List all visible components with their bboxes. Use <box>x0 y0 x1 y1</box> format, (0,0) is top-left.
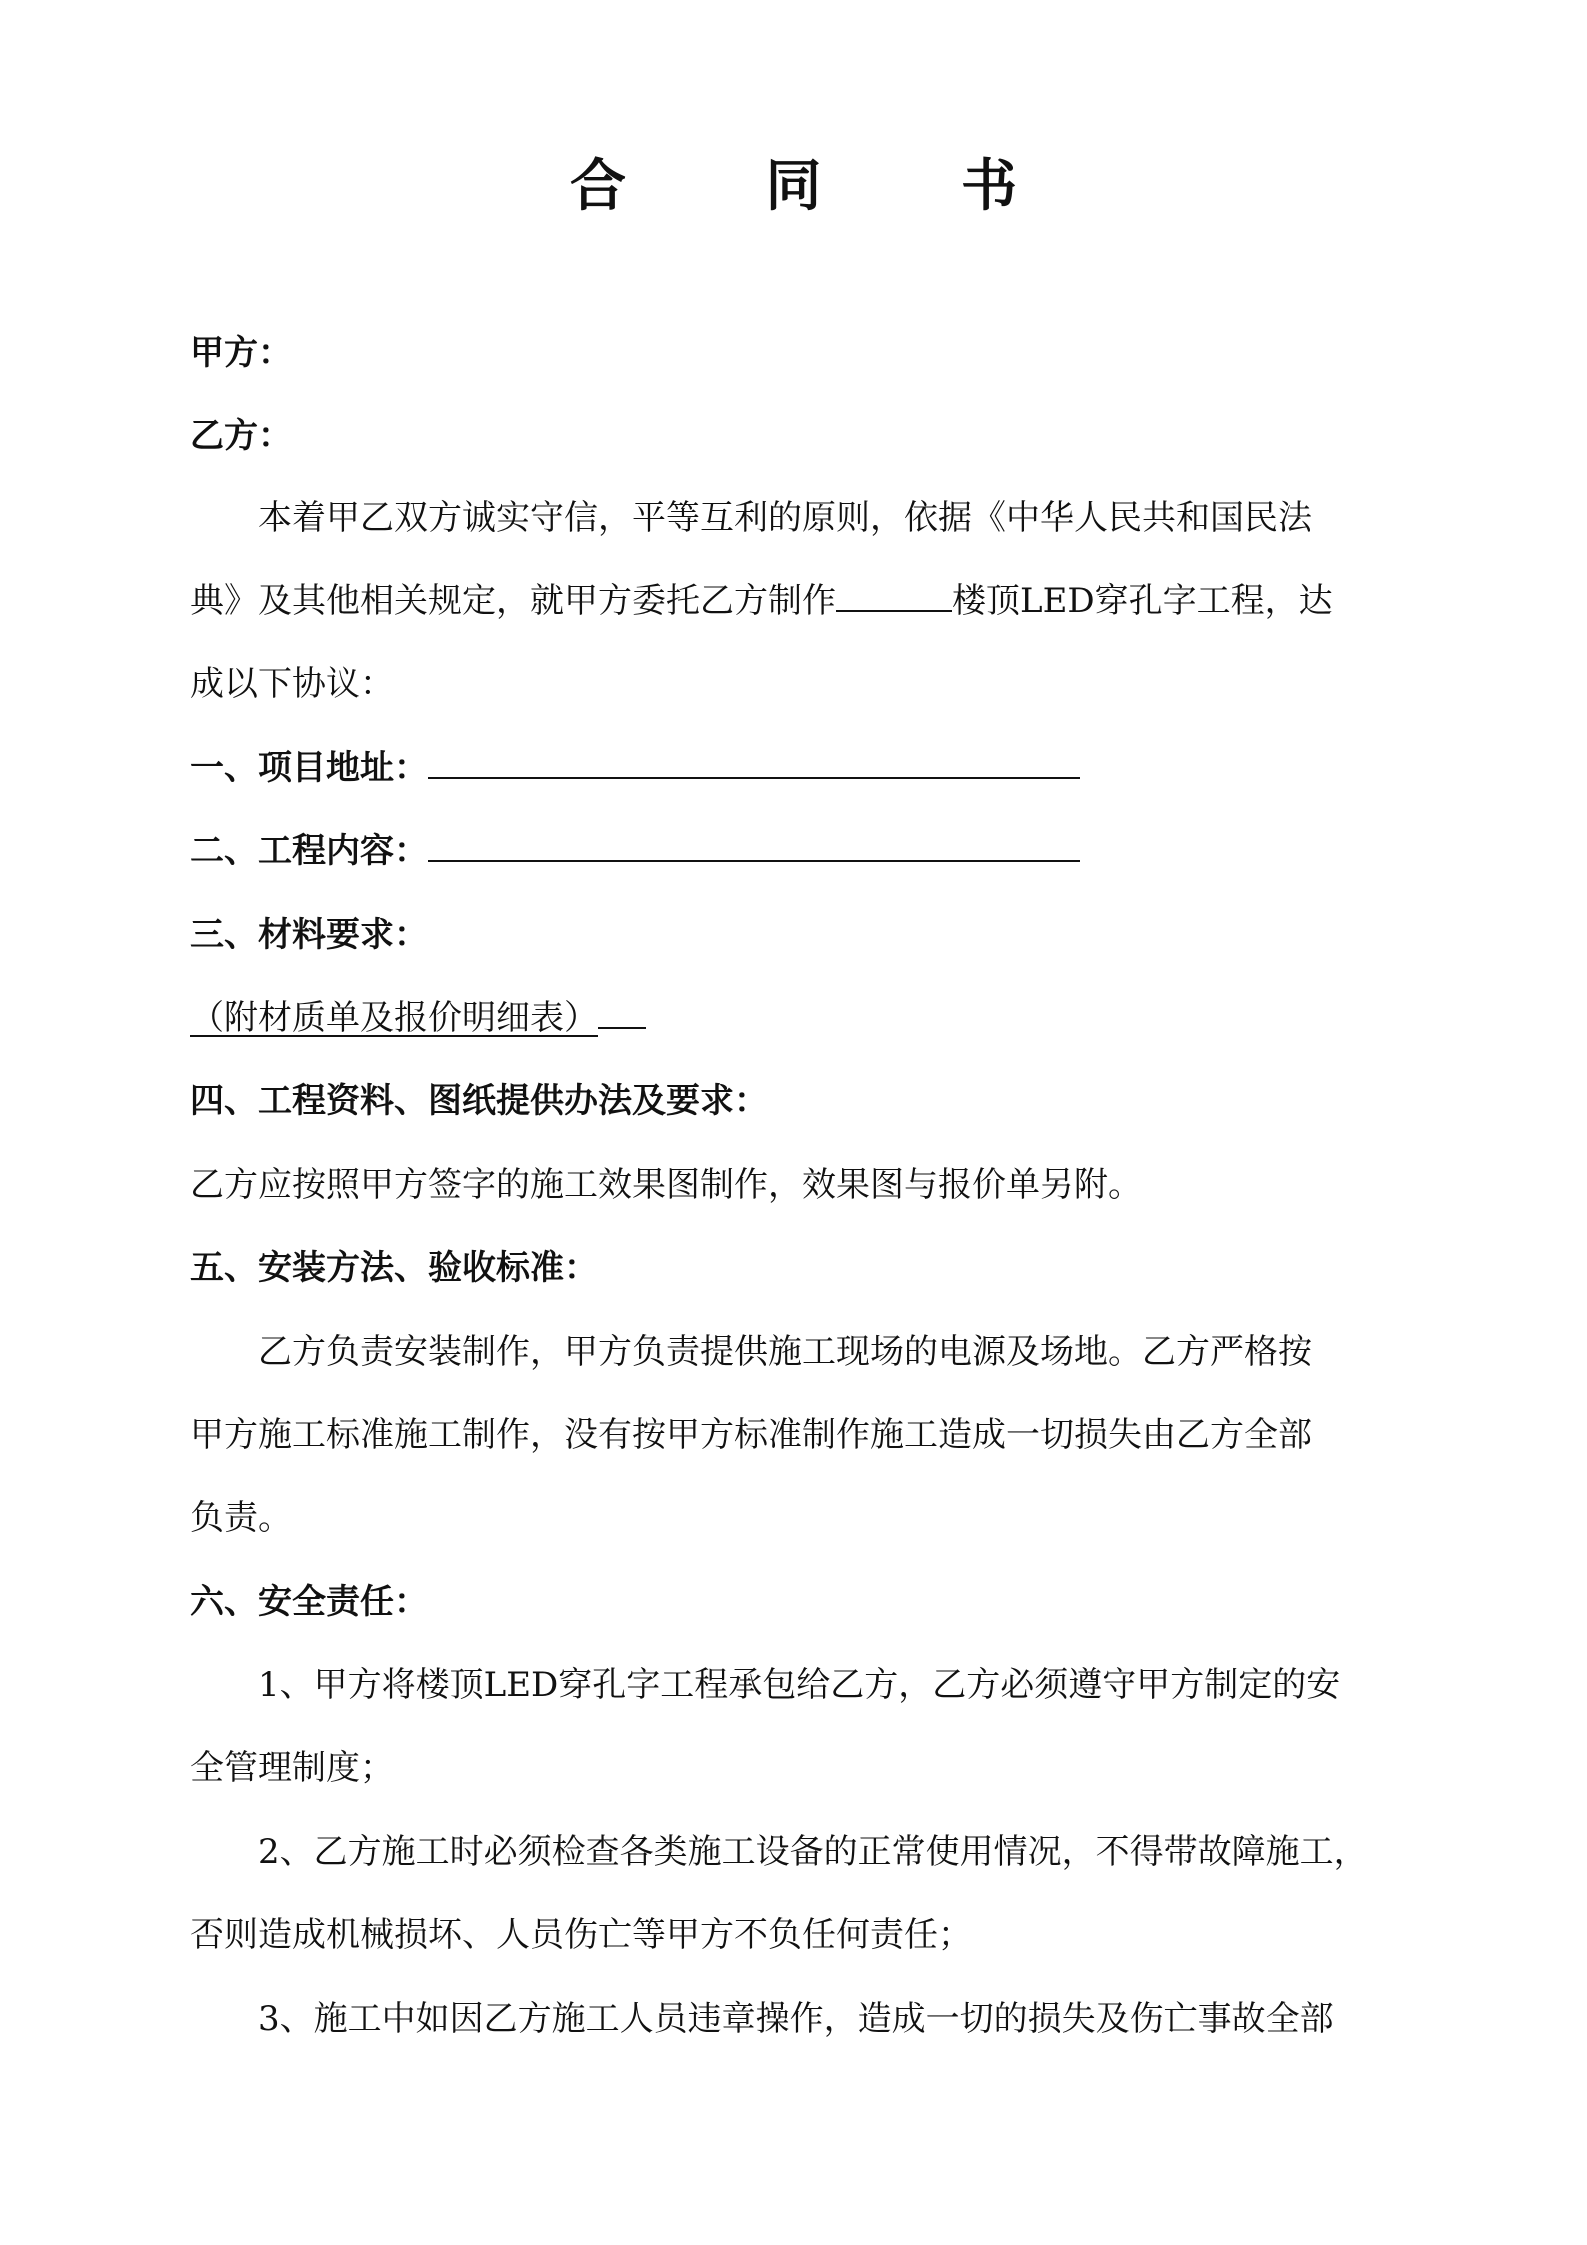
intro-line-2-post: 楼顶LED穿孔字工程，达 <box>952 581 1333 621</box>
section-3-note-row <box>190 995 1440 1041</box>
intro-line-2 <box>190 578 1440 624</box>
party-a-label: 甲方： <box>190 333 292 373</box>
intro-line-3: 成以下协议： <box>190 664 394 704</box>
section-3-note: （附材质单及报价明细表） <box>190 998 598 1038</box>
section-5-line-1: 乙方负责安装制作，甲方负责提供施工现场的电源及场地。乙方严格按 <box>258 1332 1312 1372</box>
section-6-item-2a: 2、乙方施工时必须检查各类施工设备的正常使用情况，不得带故障施工， <box>258 1832 1368 1872</box>
project-name-blank <box>836 582 952 612</box>
section-3-heading: 三、材料要求： <box>190 915 428 955</box>
section-6-item-1a: 1、甲方将楼顶LED穿孔字工程承包给乙方，乙方必须遵守甲方制定的安 <box>258 1665 1341 1705</box>
section-1-heading: 一、项目地址： <box>190 748 428 788</box>
section-4-heading: 四、工程资料、图纸提供办法及要求： <box>190 1081 768 1121</box>
page-title: 合 同 书 <box>570 154 1077 219</box>
party-b-label: 乙方： <box>190 416 292 456</box>
section-6-item-2b: 否则造成机械损坏、人员伤亡等甲方不负任何责任； <box>190 1915 972 1955</box>
section-6-heading: 六、安全责任： <box>190 1582 428 1622</box>
section-5-heading: 五、安装方法、验收标准： <box>190 1248 598 1288</box>
section-6-item-3a: 3、施工中如因乙方施工人员违章操作，造成一切的损失及伤亡事故全部 <box>258 1999 1334 2039</box>
section-3-note-tail <box>598 999 646 1029</box>
section-2-heading: 二、工程内容： <box>190 831 428 871</box>
project-content-blank <box>428 832 1080 862</box>
section-4-text: 乙方应按照甲方签字的施工效果图制作，效果图与报价单另附。 <box>190 1165 1142 1205</box>
section-2 <box>190 828 1440 874</box>
project-address-blank <box>428 749 1080 779</box>
section-1 <box>190 745 1440 791</box>
intro-line-1: 本着甲乙双方诚实守信，平等互利的原则，依据《中华人民共和国民法 <box>258 498 1312 538</box>
section-5-line-3: 负责。 <box>190 1498 292 1538</box>
intro-line-2-pre: 典》及其他相关规定，就甲方委托乙方制作 <box>190 581 836 621</box>
section-6-item-1b: 全管理制度； <box>190 1748 394 1788</box>
section-5-line-2: 甲方施工标准施工制作，没有按甲方标准制作施工造成一切损失由乙方全部 <box>190 1415 1312 1455</box>
